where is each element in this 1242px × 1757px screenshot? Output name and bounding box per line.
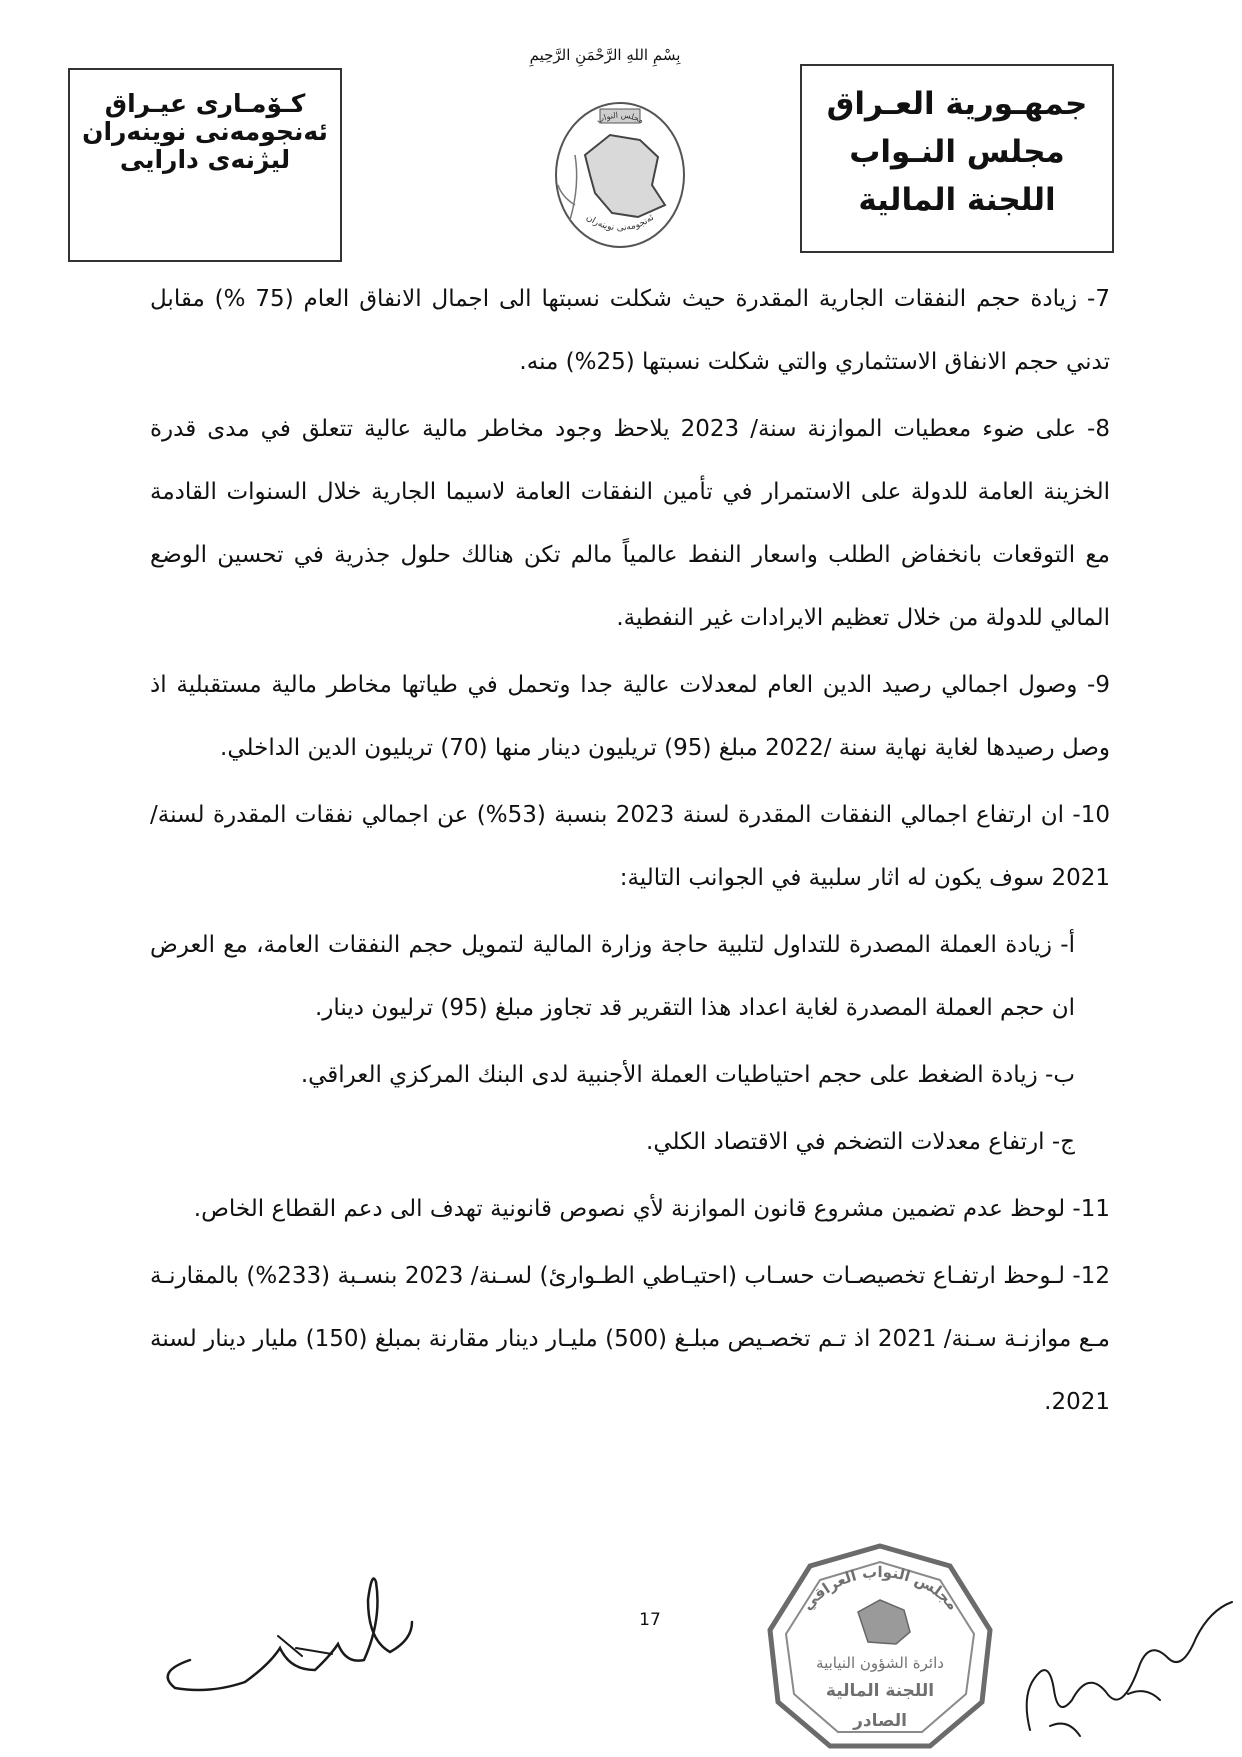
signature-right: [1010, 1600, 1240, 1750]
stamp-line1: مجلس النواب العراقي: [798, 1562, 962, 1614]
document-body: [150, 268, 1110, 1438]
page-number: 17: [639, 1610, 661, 1630]
stamp-line4: الصادر: [853, 1711, 907, 1731]
paragraph-10: 10- ان ارتفاع اجمالي النفقات المقدرة لسنة 2023 بنسبة (53%) عن اجمالي نفقات المقدرة لسنة/ 2021 سوف يكون له اثار سلبية في الجوانب التالية:: [150, 802, 1110, 891]
arabic-header-line3: اللجنة المالية: [858, 182, 1056, 218]
kurdish-header-line3: لیژنەی دارایی: [119, 145, 291, 174]
paragraph-11: 11- لوحظ عدم تضمين مشروع قانون الموازنة لأي نصوص قانونية تهدف الى دعم القطاع الخاص.: [193, 1196, 1110, 1222]
arabic-header-line1: جمهـورية العـراق: [826, 86, 1088, 122]
paragraph-7: 7- زيادة حجم النفقات الجارية المقدرة حيث شكلت نسبتها الى اجمال الانفاق العام (75 %) مقابل تدني حجم الانفاق الاستثماري والتي شكلت نسبتها (25%) منه.: [150, 286, 1110, 375]
kurdish-header-box: [68, 68, 342, 262]
svg-text:ئەنجومەنی نوینەران: [584, 213, 656, 234]
paragraph-12: 12- لـوحظ ارتفـاع تخصيصـات حسـاب (احتيـاطي الطـوارئ) لسـنة/ 2023 بنسـبة (233%) بالمقارنـة مـع موازنـة سـنة/ 2021 اذ تـم تخصـيص مبلـغ (500) مليـار دينار مقارنة بمبلغ (150) مليار دينار لسنة 2021.: [150, 1263, 1110, 1415]
paragraph-10-c: ج- ارتفاع معدلات التضخم في الاقتصاد الكلي.: [646, 1129, 1075, 1155]
emblem-caption: ئەنجومەنی نوینەران: [584, 212, 657, 234]
parliament-emblem: [540, 85, 700, 255]
stamp-line2: دائرة الشؤون النيابية: [816, 1654, 944, 1672]
official-stamp: [760, 1540, 1000, 1755]
paragraph-10-b: ب- زيادة الضغط على حجم احتياطيات العملة الأجنبية لدى البنك المركزي العراقي.: [300, 1062, 1075, 1088]
stamp-line3: اللجنة المالية: [825, 1681, 935, 1701]
paragraph-10-a: أ- زيادة العملة المصدرة للتداول لتلبية حاجة وزارة المالية لتمويل حجم النفقات العامة، مع العرض ان حجم العملة المصدرة لغاية اعداد هذا التقرير قد تجاوز مبلغ (95) ترليون دينار.: [150, 932, 1075, 1021]
emblem-top-text: مجلس النواب: [595, 110, 646, 126]
paragraph-8: 8- على ضوء معطيات الموازنة سنة/ 2023 يلاحظ وجود مخاطر مالية عالية تتعلق في مدى قدرة الخزينة العامة للدولة على الاستمرار في تأمين النفقات العامة لاسيما الجارية خلال السنوات القادمة مع التوقعات بانخفاض الطلب واسعار النفط عالمياً مالم تكن هنالك حلول جذرية في تحسين الوضع المالي للدولة من خلال تعظيم الايرادات غير النفطية.: [150, 416, 1111, 631]
arabic-header-line2: مجلس النـواب: [849, 134, 1065, 170]
signature-left: [150, 1560, 440, 1700]
paragraph-9: 9- وصول اجمالي رصيد الدين العام لمعدلات عالية جدا وتحمل في طياتها مخاطر مالية مستقبلية اذ وصل رصيدها لغاية نهاية سنة /2022 مبلغ (95) تريليون دينار منها (70) تريليون الدين الداخلي.: [150, 672, 1110, 761]
arabic-header-box: [800, 64, 1114, 253]
kurdish-header-line1: كـۆمـارى عيـراق: [104, 89, 306, 118]
kurdish-header-line2: ئەنجومەنی نوینەران: [82, 117, 328, 146]
basmala: بِسْمِ اللهِ الرَّحْمَنِ الرَّحِيمِ: [529, 46, 681, 64]
